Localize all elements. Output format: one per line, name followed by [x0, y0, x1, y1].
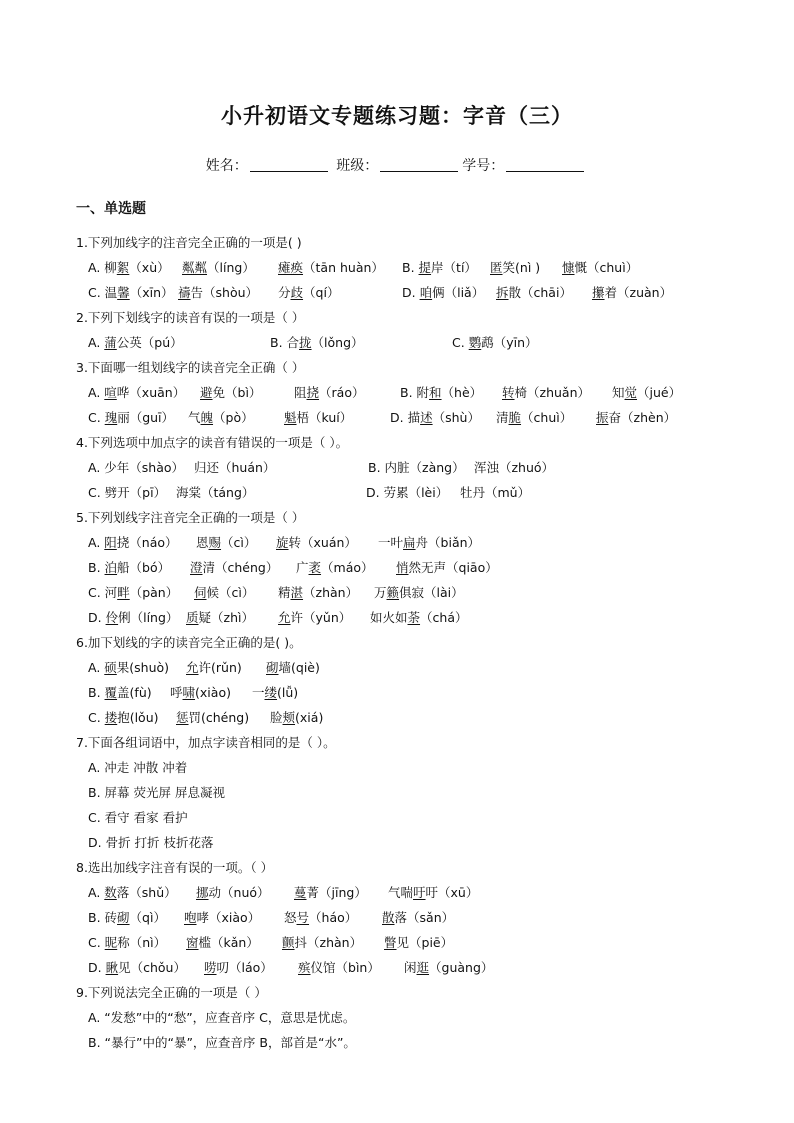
- option-item: [370, 608, 468, 626]
- option-text: D.: [88, 610, 106, 625]
- option-item: [182, 258, 255, 276]
- pinyin-text: 着（zuàn）: [604, 285, 673, 300]
- option-text: A. 少年（shào）: [88, 460, 185, 475]
- option-item: [200, 383, 261, 401]
- option-item: [496, 283, 572, 301]
- option-text: B. 屏幕 荧光屏 屏息凝视: [88, 785, 225, 800]
- option-item: [474, 458, 554, 476]
- option-text: 闲: [404, 960, 417, 975]
- option-item: [402, 283, 484, 301]
- option-item: [88, 333, 183, 351]
- marked-character: 唠: [204, 960, 217, 975]
- option-text: 一: [252, 685, 265, 700]
- question-stem: 5.下列划线字注音完全正确的一项是（ ）: [76, 510, 305, 525]
- page-title: 小升初语文专题练习题：字音（三）: [221, 103, 573, 128]
- pinyin-text: 挠（náo）: [116, 535, 178, 550]
- marked-character: 喧: [104, 385, 117, 400]
- pinyin-text: 船（bó）: [117, 560, 171, 575]
- option-item: [88, 258, 170, 276]
- pinyin-text: 转（xuán）: [288, 535, 357, 550]
- marked-character: 提: [418, 260, 432, 275]
- pinyin-text: （qì）: [129, 910, 166, 925]
- option-text: D. 骨折 打折 枝折花落: [88, 835, 214, 850]
- question-stem: 9.下列说法完全正确的一项是（ ）: [76, 985, 267, 1000]
- option-item: [186, 933, 259, 951]
- pinyin-text: 清（chéng）: [202, 560, 279, 575]
- marked-character: 荼: [407, 610, 421, 625]
- option-text: D. 描: [390, 410, 421, 425]
- marked-character: 挪: [196, 885, 209, 900]
- option-item: [176, 708, 249, 726]
- option-text: C.: [88, 410, 105, 425]
- option-item: [282, 933, 362, 951]
- option-item: [88, 783, 225, 801]
- question-stem: 1.下列加线字的注音完全正确的一项是( ): [76, 235, 302, 250]
- marked-character: 咆: [184, 910, 197, 925]
- option-text: C. 河: [88, 585, 118, 600]
- marked-character: 和: [429, 385, 442, 400]
- pinyin-text: 果(shuò): [116, 660, 170, 675]
- option-item: [88, 583, 178, 601]
- option-text: A. 柳: [88, 260, 117, 275]
- option-item: [252, 683, 298, 701]
- option-text: 知: [612, 385, 625, 400]
- marked-character: 拆: [496, 285, 509, 300]
- marked-character: 匿: [490, 260, 503, 275]
- option-text: C. 劈开（pī）: [88, 485, 167, 500]
- option-item: [266, 658, 320, 676]
- marked-character: 挠: [306, 385, 320, 400]
- pinyin-text: 岸（tí）: [431, 260, 477, 275]
- question-stem: 2.下列下划线字的读音有误的一项是（ ）: [76, 310, 305, 325]
- name-blank[interactable]: [250, 157, 328, 172]
- option-text: C. 温: [88, 285, 118, 300]
- option-text: B. “暴行”中的“暴”，应查音序 B，部首是“水”。: [88, 1035, 356, 1050]
- option-item: [88, 408, 174, 426]
- marked-character: 允: [186, 660, 199, 675]
- marked-character: 魁: [284, 410, 297, 425]
- pinyin-text: 俐（líng）: [118, 610, 179, 625]
- option-item: [596, 408, 676, 426]
- option-item: [178, 283, 258, 301]
- pinyin-text: 然无声（qiāo）: [408, 560, 498, 575]
- option-text: 归还（huán）: [194, 460, 276, 475]
- marked-character: 悄: [396, 560, 409, 575]
- marked-character: 瞅: [105, 960, 119, 975]
- option-item: [384, 933, 453, 951]
- option-text: 分: [278, 285, 291, 300]
- option-text: A. “发愁”中的“愁”，应查音序 C，意思是忧虑。: [88, 1010, 356, 1025]
- option-item: [184, 908, 260, 926]
- option-text: D. 劳累（lèi）: [366, 485, 449, 500]
- marked-character: 慷: [562, 260, 575, 275]
- pinyin-text: 告（shòu）: [190, 285, 259, 300]
- pinyin-text: 公英（pú）: [116, 335, 183, 350]
- marked-character: 号: [296, 910, 310, 925]
- option-text: A.: [88, 335, 105, 350]
- option-item: [402, 258, 477, 276]
- marked-character: 转: [502, 385, 515, 400]
- option-text: 海棠（táng）: [176, 485, 255, 500]
- marked-character: 禱: [178, 285, 191, 300]
- option-item: [196, 883, 270, 901]
- question-stem: 3.下面哪一组划线字的读音完全正确（ ）: [76, 360, 305, 375]
- marked-character: 攥: [592, 285, 605, 300]
- pinyin-text: 奋（zhèn）: [608, 410, 677, 425]
- pinyin-text: 墙(qiè): [278, 660, 320, 675]
- option-text: 精: [278, 585, 291, 600]
- option-text: 清: [496, 410, 509, 425]
- pinyin-text: （shù）: [432, 410, 480, 425]
- marked-character: 泊: [104, 560, 118, 575]
- pinyin-text: （cì）: [221, 535, 257, 550]
- pinyin-text: （ráo）: [319, 385, 365, 400]
- option-item: [88, 658, 169, 676]
- marked-character: 覆: [104, 685, 118, 700]
- option-item: [612, 383, 681, 401]
- marked-character: 歧: [290, 285, 304, 300]
- option-item: [374, 583, 464, 601]
- option-item: [278, 283, 339, 301]
- option-text: 牡丹（mǔ）: [460, 485, 531, 500]
- pinyin-text: （lǒng）: [311, 335, 364, 350]
- option-item: [88, 1008, 355, 1026]
- option-item: [278, 583, 358, 601]
- name-label: 姓名：: [205, 158, 248, 174]
- marked-character: 阳: [104, 535, 117, 550]
- option-item: [204, 958, 273, 976]
- pinyin-text: 许（yǔn）: [290, 610, 352, 625]
- option-item: [88, 933, 166, 951]
- marked-character: 避: [200, 385, 213, 400]
- marked-character: 蔓: [294, 885, 307, 900]
- option-item: [194, 583, 254, 601]
- pinyin-text: 免（bì）: [212, 385, 262, 400]
- option-item: [396, 558, 498, 576]
- pinyin-text: （chuì）: [521, 410, 573, 425]
- option-item: [88, 908, 166, 926]
- pinyin-text: 盖(fù): [117, 685, 152, 700]
- option-item: [562, 258, 638, 276]
- option-item: [366, 483, 448, 501]
- marked-character: 颊: [282, 710, 296, 725]
- option-item: [502, 383, 590, 401]
- marked-character: 砌: [266, 660, 279, 675]
- pinyin-text: （pò）: [213, 410, 254, 425]
- option-item: [88, 883, 177, 901]
- pinyin-text: 称（nì）: [117, 935, 167, 950]
- marked-character: 数: [104, 885, 117, 900]
- option-item: [278, 608, 351, 626]
- marked-character: 脆: [508, 410, 522, 425]
- question-stem: 8.选出加线字注音有误的一项。（ ）: [76, 860, 274, 875]
- option-text: C.: [88, 710, 105, 725]
- option-text: 如火如: [370, 610, 408, 625]
- option-text: D.: [88, 960, 106, 975]
- option-text: B.: [402, 260, 419, 275]
- marked-character: 惩: [176, 710, 189, 725]
- option-item: [88, 833, 214, 851]
- marked-character: 袤: [308, 560, 322, 575]
- pinyin-text: (xiá): [295, 710, 324, 725]
- pinyin-text: 落（shǔ）: [116, 885, 177, 900]
- option-item: [194, 458, 275, 476]
- student-info-line: [0, 155, 794, 175]
- pinyin-text: 散（chāi）: [508, 285, 572, 300]
- option-item: [88, 533, 178, 551]
- pinyin-text: 哗（xuān）: [116, 385, 186, 400]
- option-text: 气: [188, 410, 201, 425]
- option-item: [400, 383, 482, 401]
- pinyin-text: （máo）: [321, 560, 374, 575]
- option-item: [88, 383, 185, 401]
- marked-character: 咱: [419, 285, 433, 300]
- option-item: [294, 883, 367, 901]
- marked-character: 昵: [104, 935, 118, 950]
- option-item: [170, 683, 231, 701]
- option-text: 脸: [270, 710, 283, 725]
- pinyin-text: （háo）: [309, 910, 358, 925]
- pinyin-text: 舟（biǎn）: [415, 535, 481, 550]
- pinyin-text: 抱(lǒu): [117, 710, 159, 725]
- option-text: C.: [88, 935, 105, 950]
- marked-character: 逛: [416, 960, 430, 975]
- marked-character: 述: [420, 410, 433, 425]
- option-item: [88, 608, 178, 626]
- option-text: B. 砖: [88, 910, 118, 925]
- pinyin-text: 槛（kǎn）: [198, 935, 259, 950]
- marked-character: 旋: [276, 535, 289, 550]
- id-blank[interactable]: [506, 157, 584, 172]
- pinyin-text: （xù）: [129, 260, 170, 275]
- marked-character: 殡: [298, 960, 311, 975]
- pinyin-text: 仪馆（bìn）: [310, 960, 380, 975]
- pinyin-text: 落（sǎn）: [394, 910, 455, 925]
- option-item: [404, 958, 493, 976]
- pinyin-text: （xīn）: [129, 285, 174, 300]
- pinyin-text: 动（nuó）: [208, 885, 270, 900]
- pinyin-text: 俱寂（lài）: [399, 585, 464, 600]
- marked-character: 允: [278, 610, 291, 625]
- pinyin-text: 俩（liǎ）: [432, 285, 485, 300]
- pinyin-text: （líng）: [207, 260, 255, 275]
- question-stem: 4.下列选项中加点字的读音有错误的一项是（ ）。: [76, 435, 349, 450]
- marked-character: 澄: [190, 560, 203, 575]
- marked-character: 湛: [290, 585, 304, 600]
- pinyin-text: 哮（xiào）: [196, 910, 261, 925]
- marked-character: 硕: [104, 660, 117, 675]
- pinyin-text: 疑（zhì）: [198, 610, 254, 625]
- option-item: [88, 1033, 356, 1051]
- pinyin-text: 抖（zhàn）: [294, 935, 363, 950]
- pinyin-text: 吁（xū）: [425, 885, 479, 900]
- pinyin-text: （qí）: [303, 285, 340, 300]
- option-item: [390, 408, 480, 426]
- pinyin-text: 笑(nì ): [502, 260, 541, 275]
- option-item: [88, 683, 152, 701]
- option-item: [452, 333, 538, 351]
- pinyin-text: 丽（guī）: [117, 410, 175, 425]
- option-item: [186, 658, 242, 676]
- pinyin-text: 椅（zhuǎn）: [514, 385, 591, 400]
- pinyin-text: (lǚ): [277, 685, 299, 700]
- pinyin-text: （hè）: [441, 385, 483, 400]
- option-text: 气喘: [388, 885, 414, 900]
- marked-character: 赐: [208, 535, 222, 550]
- option-text: B.: [88, 685, 105, 700]
- marked-character: 畔: [117, 585, 130, 600]
- option-text: A.: [88, 385, 105, 400]
- option-item: [592, 283, 672, 301]
- option-text: A.: [88, 885, 105, 900]
- section-title: 一、单选题: [76, 201, 146, 217]
- option-item: [188, 408, 254, 426]
- option-text: A.: [88, 660, 105, 675]
- option-item: [388, 883, 478, 901]
- marked-character: 散: [382, 910, 395, 925]
- option-text: 呼: [170, 685, 183, 700]
- option-item: [298, 958, 380, 976]
- marked-character: 鹦: [468, 335, 482, 350]
- option-text: B.: [88, 560, 105, 575]
- id-label: 学号：: [462, 158, 505, 174]
- option-item: [88, 808, 188, 826]
- marked-character: 絮: [116, 260, 130, 275]
- marked-character: 瑰: [104, 410, 118, 425]
- marked-character: 粼粼: [182, 260, 208, 275]
- pinyin-text: （tān huàn）: [303, 260, 384, 275]
- marked-character: 颤: [282, 935, 295, 950]
- marked-character: 魄: [200, 410, 214, 425]
- option-text: B. 合: [270, 335, 300, 350]
- option-item: [460, 483, 530, 501]
- option-item: [378, 533, 480, 551]
- pinyin-text: （chá）: [420, 610, 468, 625]
- marked-character: 缕: [264, 685, 278, 700]
- option-item: [382, 908, 454, 926]
- marked-character: 砌: [117, 910, 130, 925]
- option-text: 恩: [196, 535, 209, 550]
- option-item: [88, 758, 187, 776]
- option-item: [294, 383, 364, 401]
- option-text: 浑浊（zhuó）: [474, 460, 555, 475]
- pinyin-text: （guàng）: [429, 960, 494, 975]
- option-item: [270, 333, 364, 351]
- marked-character: 质: [186, 610, 199, 625]
- option-item: [276, 533, 357, 551]
- option-item: [270, 708, 323, 726]
- pinyin-text: 慨（chuì）: [574, 260, 639, 275]
- marked-character: 馨: [117, 285, 130, 300]
- pinyin-text: （zhàn）: [303, 585, 359, 600]
- pinyin-text: （pàn）: [129, 585, 179, 600]
- marked-character: 拢: [299, 335, 312, 350]
- option-text: B. 附: [400, 385, 430, 400]
- marked-character: 瘫痪: [278, 260, 304, 275]
- marked-character: 伶: [105, 610, 119, 625]
- pinyin-text: 叨（láo）: [216, 960, 273, 975]
- marked-character: 啸: [182, 685, 196, 700]
- option-text: A. 冲走 冲散 冲着: [88, 760, 188, 775]
- option-text: 广: [296, 560, 309, 575]
- option-item: [88, 558, 170, 576]
- option-item: [496, 408, 572, 426]
- marked-character: 觉: [624, 385, 638, 400]
- option-item: [88, 708, 159, 726]
- question-stem: 6.加下划线的字的读音完全正确的是( )。: [76, 635, 302, 650]
- marked-character: 伺: [194, 585, 207, 600]
- option-item: [186, 608, 254, 626]
- option-item: [196, 533, 256, 551]
- pinyin-text: 见（piē）: [396, 935, 454, 950]
- marked-character: 吁: [413, 885, 426, 900]
- marked-character: 窗: [186, 935, 199, 950]
- pinyin-text: (xiào): [195, 685, 231, 700]
- option-item: [176, 483, 254, 501]
- option-item: [88, 458, 184, 476]
- pinyin-text: 梧（kuí）: [296, 410, 353, 425]
- pinyin-text: 菁（jīng）: [306, 885, 367, 900]
- option-text: B. 内脏（zàng）: [368, 460, 465, 475]
- option-item: [88, 283, 174, 301]
- marked-character: 扁: [403, 535, 416, 550]
- pinyin-text: 许(rǔn): [198, 660, 242, 675]
- option-text: 万: [374, 585, 387, 600]
- option-item: [490, 258, 540, 276]
- option-text: C.: [452, 335, 469, 350]
- option-item: [278, 258, 384, 276]
- option-item: [284, 908, 357, 926]
- marked-character: 瞥: [384, 935, 397, 950]
- option-text: 怒: [284, 910, 297, 925]
- question-stem: 7.下面各组词语中，加点字读音相同的是（ ）。: [76, 735, 336, 750]
- class-blank[interactable]: [380, 157, 458, 172]
- marked-character: 蒲: [104, 335, 117, 350]
- option-item: [296, 558, 374, 576]
- option-item: [190, 558, 278, 576]
- pinyin-text: 鹉（yīn）: [481, 335, 538, 350]
- pinyin-text: 见（chǒu）: [118, 960, 186, 975]
- option-item: [284, 408, 352, 426]
- option-text: A.: [88, 535, 105, 550]
- marked-character: 搂: [104, 710, 118, 725]
- pinyin-text: 罚(chéng): [188, 710, 250, 725]
- pinyin-text: （jué）: [637, 385, 682, 400]
- option-item: [88, 958, 186, 976]
- marked-character: 籁: [386, 585, 400, 600]
- option-item: [368, 458, 465, 476]
- class-label: 班级：: [336, 158, 379, 174]
- option-text: C. 看守 看家 看护: [88, 810, 188, 825]
- option-text: D.: [402, 285, 420, 300]
- option-item: [88, 483, 166, 501]
- option-text: 一叶: [378, 535, 404, 550]
- pinyin-text: 候（cì）: [206, 585, 255, 600]
- option-text: 阻: [294, 385, 307, 400]
- marked-character: 振: [596, 410, 609, 425]
